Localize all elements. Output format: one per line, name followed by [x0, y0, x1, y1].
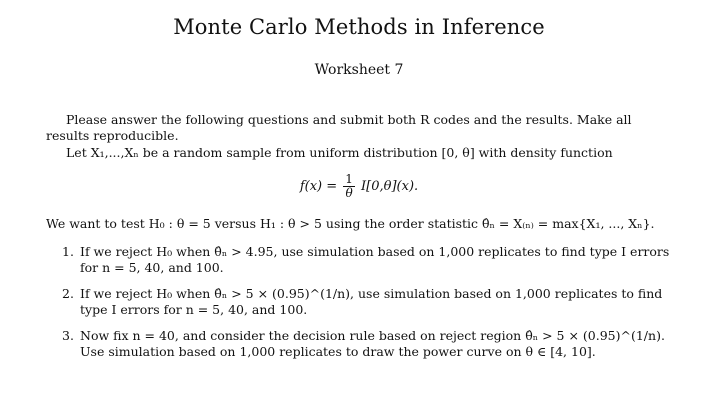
worksheet-subtitle: Worksheet 7 [314, 62, 404, 78]
question-number: 3. [62, 328, 74, 343]
list-item [46, 244, 676, 276]
question-number: 2. [62, 286, 74, 301]
equation-lhs: f(x) = [299, 179, 338, 194]
hypothesis-statement: We want to test H₀ : θ = 5 versus H₁ : θ > 5 using the order statistic θ̂ₙ = X₍ₙ₎ = max{X₁, ..., Xₙ}. [46, 216, 655, 231]
sample-definition-paragraph: Let X₁,...,Xₙ be a random sample from uniform distribution [0, θ] with density function [66, 145, 613, 160]
question-text: If we reject H₀ when θ̂ₙ > 4.95, use simulation based on 1,000 replicates to find type I errors for n = 5, 40, and 100. [80, 244, 670, 275]
equation-fraction [343, 173, 355, 200]
density-equation [0, 173, 718, 200]
list-item [46, 328, 676, 360]
list-item [46, 286, 676, 318]
fraction-numerator: 1 [345, 172, 353, 186]
fraction-denominator: θ [345, 186, 353, 200]
instructions-paragraph: Please answer the following questions and submit both R codes and the results. Make all results reproducible. [46, 112, 632, 143]
question-text: If we reject H₀ when θ̂ₙ > 5 × (0.95)^(1/n), use simulation based on 1,000 replicates to find type I errors for n = 5, 40, and 100. [80, 286, 663, 317]
document-title: Monte Carlo Methods in Inference [173, 15, 545, 39]
question-text: Now fix n = 40, and consider the decision rule based on reject region θ̂ₙ > 5 × (0.95)^(1/n). Use simulation based on 1,000 replicates to draw the power curve on θ ∈ [4, 10]. [80, 328, 665, 359]
equation-rhs: I[0,θ](x). [361, 179, 419, 194]
question-number: 1. [62, 244, 74, 259]
question-list [46, 244, 676, 370]
